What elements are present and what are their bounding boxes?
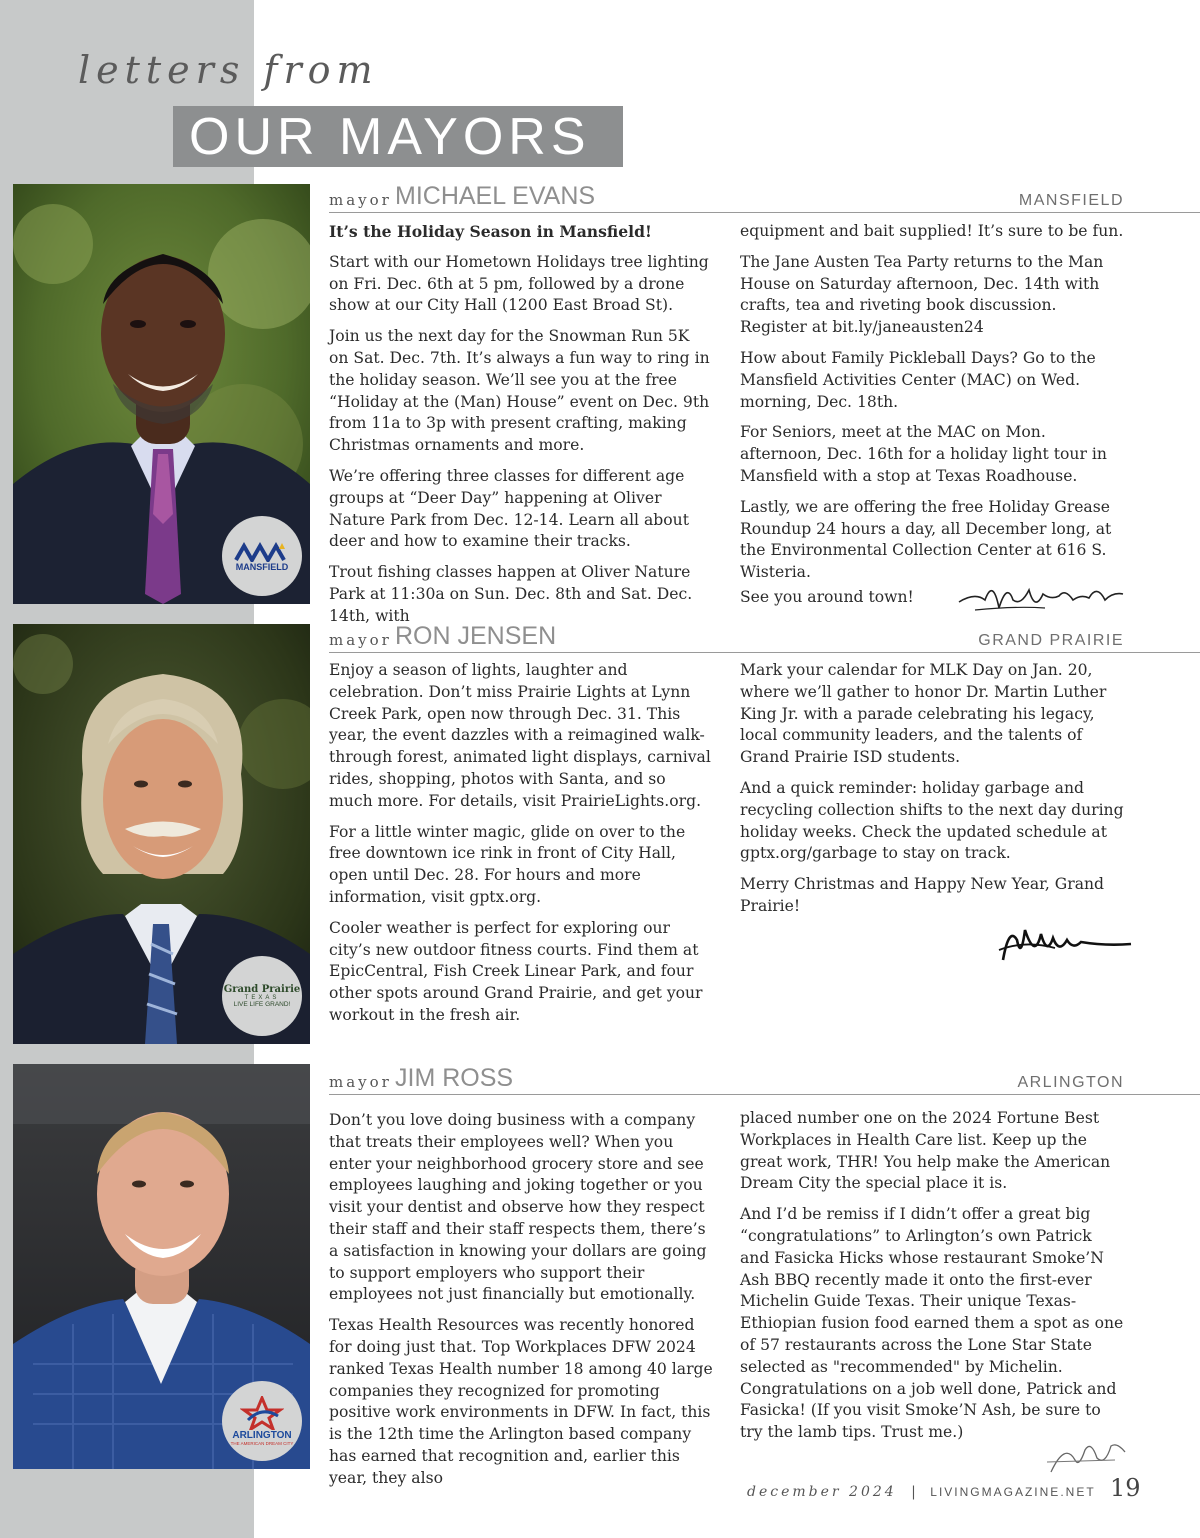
- evans-signoff: [740, 587, 940, 618]
- paragraph: Cooler weather is perfect for exploring our city’s new outdoor fitness courts. Find them at EpicCentral, Fish Creek Linear Park, and four other spots around Grand Prairie, and get your workout in the fresh air.: [329, 918, 703, 1024]
- mayor-label: mayor: [329, 191, 392, 209]
- mayor-photo-jensen: [13, 624, 310, 1044]
- mayor-name: JIM ROSS: [395, 1064, 514, 1092]
- signature-ross: [1045, 1438, 1130, 1478]
- paragraph: And a quick reminder: holiday garbage and recycling collection shifts to the next day during holiday weeks. Check the updated schedule at gptx.org/garbage to stay on track.: [740, 778, 1124, 863]
- footer: [747, 1484, 1096, 1500]
- arlington-logo-text: ARLINGTON: [232, 1430, 292, 1441]
- paragraph: Texas Health Resources was recently honored for doing just that. Top Workplaces DFW 2024 ranked Texas Health number 18 among 40 large companies they recognized for promoting positive work environments in DFW. In fact, this is the 12th time the Arlington based company has earned that recognition and, earlier this year, they also: [329, 1316, 713, 1487]
- section-head-ross: [329, 1066, 1200, 1095]
- page-number: 19: [1110, 1474, 1141, 1502]
- arlington-star-icon: [240, 1396, 284, 1430]
- signature-evans: [955, 570, 1130, 618]
- mansfield-logo: [222, 516, 302, 596]
- mayor-label: mayor: [329, 1073, 392, 1091]
- arlington-logo-tagline: THE AMERICAN DREAM CITY: [230, 1441, 294, 1446]
- ross-column-left: [329, 1110, 713, 1499]
- signature-jensen: [995, 920, 1135, 972]
- paragraph: How about Family Pickleball Days? Go to the Mansfield Activities Center (MAC) on Wed. morning, Dec. 18th.: [740, 348, 1096, 411]
- paragraph: equipment and bait supplied! It’s sure to be fun.: [740, 222, 1124, 240]
- paragraph: For Seniors, meet at the MAC on Mon. afternoon, Dec. 16th for a holiday light tour in Mansfield with a stop at Texas Roadhouse.: [740, 423, 1107, 485]
- footer-website: LIVINGMAGAZINE.NET: [930, 1485, 1096, 1499]
- mayor-name: MICHAEL EVANS: [395, 182, 596, 210]
- city-name: MANSFIELD: [1018, 192, 1124, 209]
- arlington-logo: [222, 1381, 302, 1461]
- grand-prairie-logo-text: Grand Prairie: [223, 984, 301, 995]
- grand-prairie-logo: [222, 956, 302, 1036]
- jensen-column-right: [740, 660, 1124, 927]
- evans-column-left: [329, 221, 713, 637]
- paragraph: Trout fishing classes happen at Oliver Nature Park at 11:30a on Sun. Dec. 8th and Sat. Dec. 14th, with: [329, 563, 693, 625]
- city-name: GRAND PRAIRIE: [978, 632, 1124, 649]
- mansfield-logo-icon: [232, 540, 292, 562]
- paragraph: The Jane Austen Tea Party returns to the Man House on Saturday afternoon, Dec. 14th with crafts, tea and riveting book discussion. Register at bit.ly/janeausten24: [740, 252, 1104, 337]
- paragraph: Mark your calendar for MLK Day on Jan. 20, where we’ll gather to honor Dr. Martin Luther King Jr. with a parade celebrating his legacy, local community leaders, and the talents of Grand Prairie ISD students.: [740, 661, 1107, 767]
- paragraph: placed number one on the 2024 Fortune Best Workplaces in Health Care list. Keep up the great work, THR! You help make the American Dream City the special place it is.: [740, 1109, 1111, 1193]
- footer-separator: |: [911, 1484, 916, 1500]
- grand-prairie-logo-tagline: LIVE LIFE GRAND!: [233, 1001, 291, 1008]
- mansfield-logo-text: MANSFIELD: [235, 562, 289, 572]
- paragraph: We’re offering three classes for different age groups at “Deer Day” happening at Oliver Nature Park from Dec. 12-14. Learn all about deer and how to examine their tracks.: [329, 466, 689, 551]
- jensen-column-left: [329, 660, 713, 1036]
- evans-column-right: [740, 221, 1124, 593]
- grand-prairie-logo-sub: TEXAS: [244, 995, 280, 1001]
- paragraph: Start with our Hometown Holidays tree lighting on Fri. Dec. 6th at 5 pm, followed by a drone show at our City Hall (1200 East Broad St).: [329, 252, 709, 315]
- page-title-box: [173, 106, 623, 167]
- footer-issue: december 2024: [747, 1484, 897, 1500]
- mayor-label: mayor: [329, 631, 392, 649]
- page-kicker: letters from: [78, 48, 379, 92]
- paragraph: For a little winter magic, glide on over to the free downtown ice rink in front of City Hall, open until Dec. 28. For hours and more information, visit gptx.org.: [329, 822, 686, 906]
- section-head-jensen: [329, 624, 1200, 653]
- mayor-photo-evans: [13, 184, 310, 604]
- mayor-name: RON JENSEN: [395, 622, 557, 650]
- mayor-photo-ross: [13, 1064, 310, 1469]
- paragraph: And I’d be remiss if I didn’t offer a great big “congratulations” to Arlington’s own Patrick and Fasicka Hicks whose restaurant Smoke’N Ash BBQ recently made it onto the first-ever Michelin Guide Texas. Their unique Texas-Ethiopian fusion food earned them a spot as one of 57 restaurants across the Lone Star State selected as "recommended" by Michelin. Congratulations on a job well done, Patrick and Fasicka! (If you visit Smoke’N Ash, be sure to try the lamb tips. Trust me.): [740, 1205, 1124, 1442]
- signoff-text: See you around town!: [740, 588, 914, 606]
- paragraph: Lastly, we are offering the free Holiday Grease Roundup 24 hours a day, all December long, at the Environmental Collection Center at 616 S. Wisteria.: [740, 497, 1112, 582]
- ross-column-right: [740, 1108, 1124, 1453]
- paragraph: It’s the Holiday Season in Mansfield!: [329, 222, 652, 241]
- paragraph: Enjoy a season of lights, laughter and celebration. Don’t miss Prairie Lights at Lynn Creek Park, open now through Dec. 31. This year, the event dazzles with a reimagined walk-through forest, animated light displays, carnival rides, shopping, photos with Santa, and so much more. For details, visit PrairieLights.org.: [329, 661, 711, 810]
- city-name: ARLINGTON: [1017, 1074, 1124, 1091]
- section-head-evans: [329, 184, 1200, 213]
- paragraph: Don’t you love doing business with a company that treats their employees well? When you enter your neighborhood grocery store and see employees laughing and joking together or you visit your dentist and observe how they respect their staff and their staff respects them, there’s a satisfaction in knowing your dollars are going to support employers who support their employees not just financially but emotionally.: [329, 1111, 707, 1304]
- paragraph: Join us the next day for the Snowman Run 5K on Sat. Dec. 7th. It’s always a fun way to ring in the holiday season. We’ll see you at the free “Holiday at the (Man) House” event on Dec. 9th from 11a to 3p with present crafting, making Christmas ornaments and more.: [329, 327, 710, 455]
- page-title: OUR MAYORS: [189, 108, 591, 166]
- paragraph: Merry Christmas and Happy New Year, Grand Prairie!: [740, 875, 1105, 915]
